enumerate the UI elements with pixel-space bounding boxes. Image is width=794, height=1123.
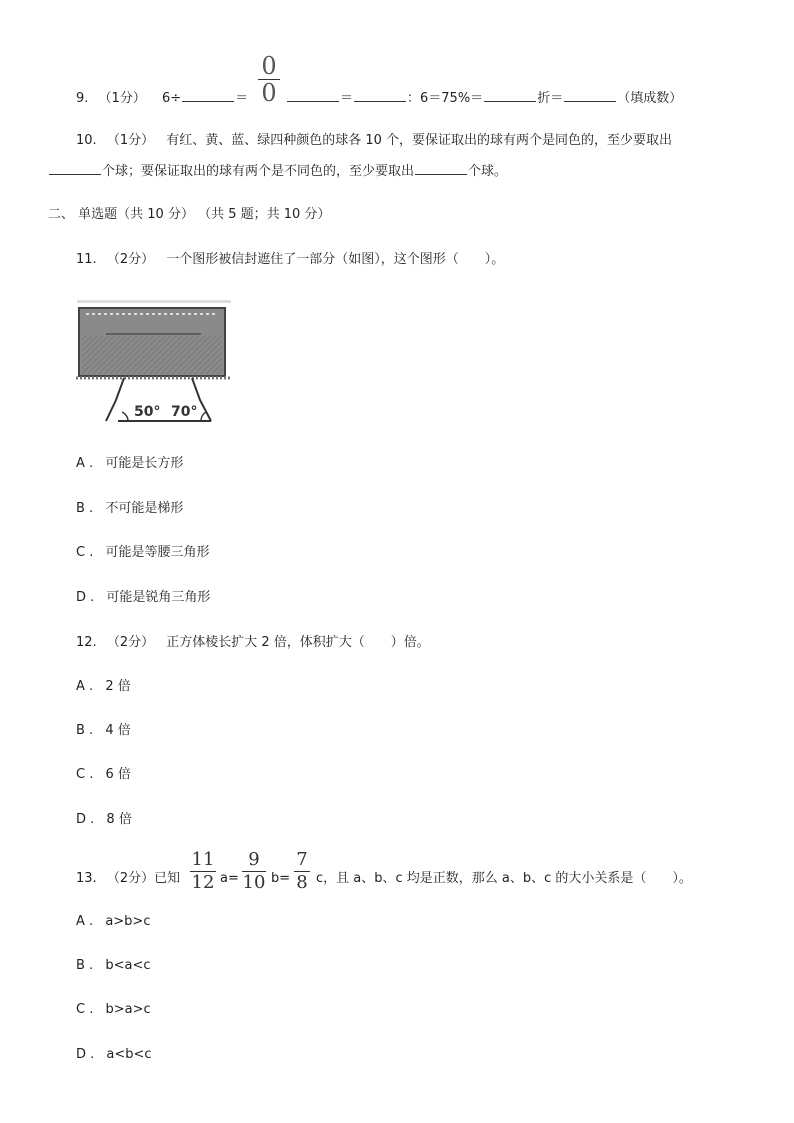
angle-label-right: 70°	[171, 404, 198, 420]
q9-blank-3[interactable]	[354, 89, 406, 102]
q9-blank-4[interactable]	[484, 89, 536, 102]
q11-stem: 11. （2分） 一个图形被信封遮住了一部分（如图），这个图形（ ）。	[76, 252, 505, 267]
q13-lead: 13. （2分）已知	[76, 871, 181, 886]
q12-option-a[interactable]: A . 2 倍	[76, 679, 131, 694]
q11-option-b[interactable]: B . 不可能是梯形	[76, 501, 184, 516]
q13-fraction-2: 9 10	[242, 849, 266, 893]
triangle-left-side	[106, 378, 124, 421]
q10-line-2: 个球；要保证取出的球有两个是不同色的，至少要取出 个球。	[48, 162, 507, 181]
q12-option-b[interactable]: B . 4 倍	[76, 723, 131, 738]
q13-option-a[interactable]: A . a>b>c	[76, 914, 151, 929]
q12-option-c[interactable]: C . 6 倍	[76, 767, 131, 782]
q9-line-rest: ＝ ：6＝75%＝ 折＝ （填成数）	[286, 89, 682, 108]
q13-option-c[interactable]: C . b>a>c	[76, 1002, 151, 1017]
q12-stem: 12. （2分） 正方体棱长扩大 2 倍，体积扩大（ ）倍。	[76, 635, 430, 650]
envelope-top-edge	[77, 300, 231, 303]
section-heading: 二、 单选题（共 10 分） （共 5 题；共 10 分）	[48, 207, 331, 222]
q13-fraction-1: 11 12	[191, 849, 215, 893]
q9-blank-1[interactable]	[182, 89, 234, 102]
q9-blank-5[interactable]	[564, 89, 616, 102]
q11-envelope-figure	[76, 300, 236, 425]
q13-option-d[interactable]: D . a<b<c	[76, 1047, 152, 1062]
angle-arc-left	[118, 412, 128, 421]
q12-option-d[interactable]: D . 8 倍	[76, 812, 132, 827]
q9-blank-2[interactable]	[287, 89, 339, 102]
q10-line-1: 10. （1分） 有红、黄、蓝、绿四种颜色的球各 10 个，要保证取出的球有两个是同色的，至少要取出	[76, 133, 673, 148]
q9-fraction: 0 0	[258, 54, 280, 105]
q13-stem-tail: c，且 a、b、c 均是正数，那么 a、b、c 的大小关系是（ ）。	[316, 871, 692, 886]
q9-line: 9. （1分） 6÷ ＝	[76, 91, 249, 106]
q10-blank-2[interactable]	[415, 162, 467, 175]
q13-fraction-3: 7 8	[294, 850, 310, 893]
angle-label-left: 50°	[134, 404, 161, 420]
q11-option-c[interactable]: C . 可能是等腰三角形	[76, 545, 210, 560]
q13-option-b[interactable]: B . b<a<c	[76, 958, 151, 973]
q10-blank-1[interactable]	[49, 162, 101, 175]
q11-option-d[interactable]: D . 可能是锐角三角形	[76, 590, 211, 605]
q11-option-a[interactable]: A . 可能是长方形	[76, 456, 184, 471]
